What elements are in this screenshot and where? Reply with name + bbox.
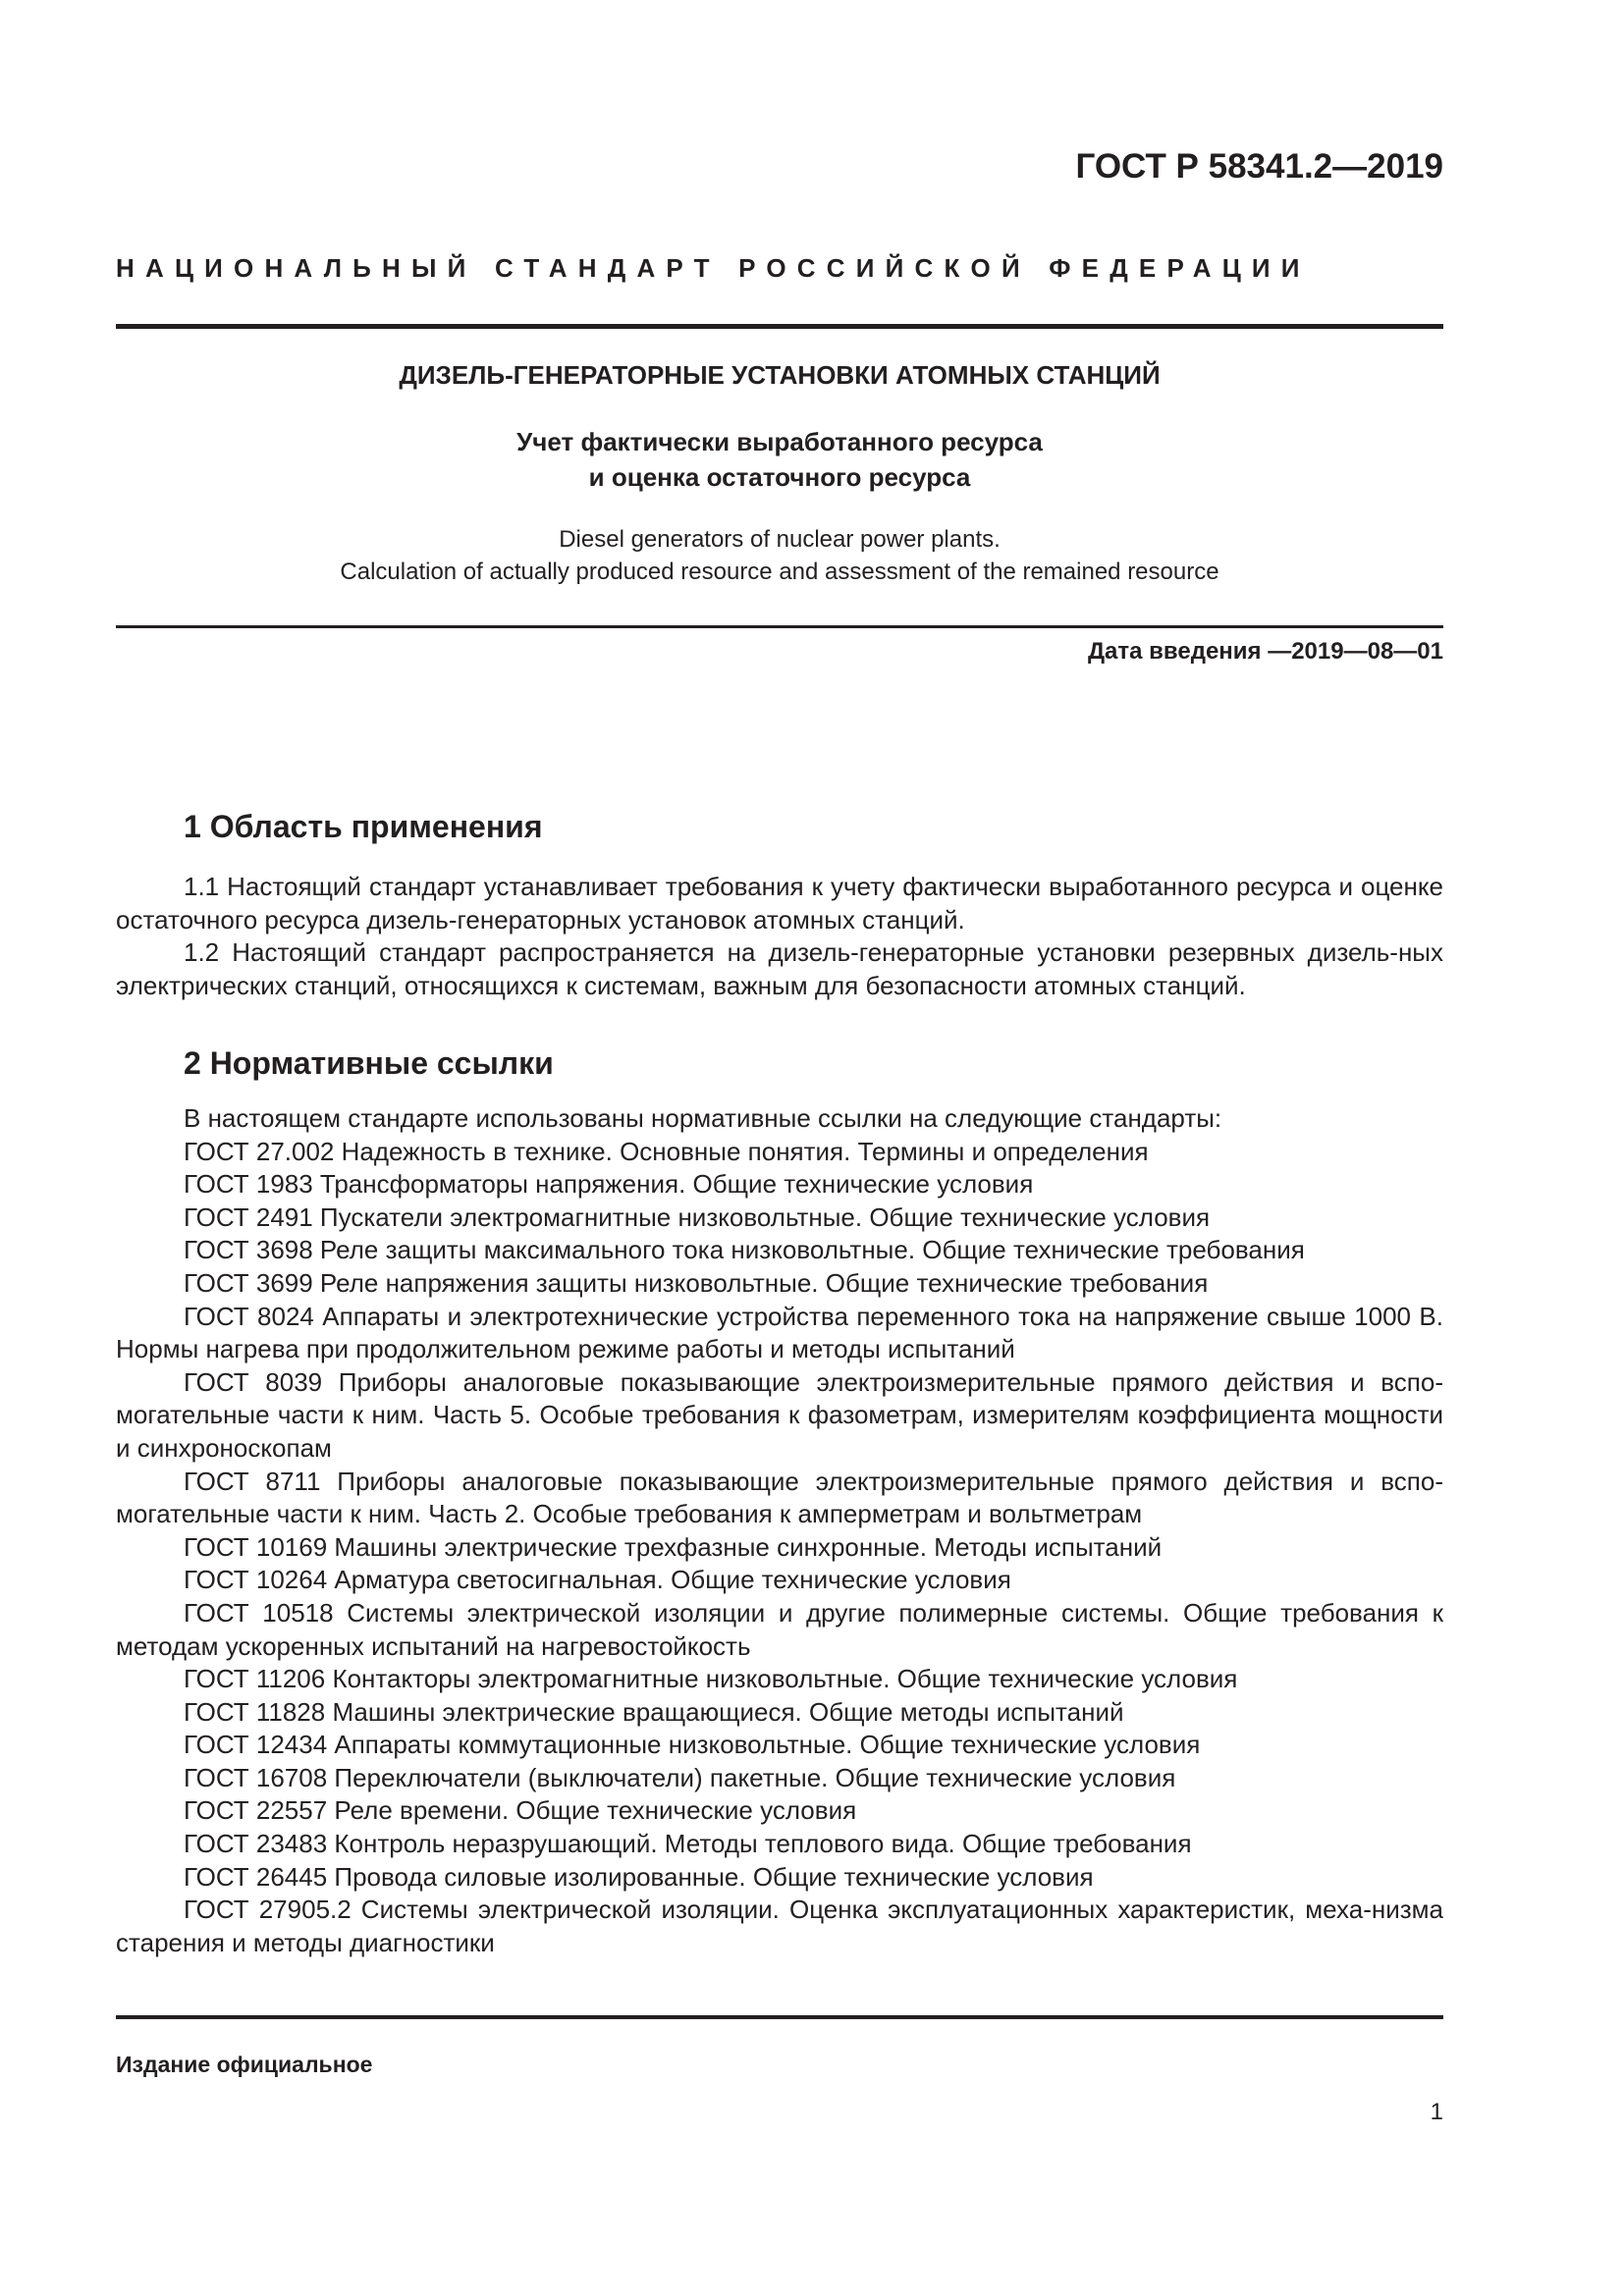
official-edition-label: Издание официальное [116, 2052, 373, 2077]
section-heading-scope: 1 Область применения [184, 809, 543, 844]
reference-item: ГОСТ 2491 Пускатели электромагнитные низковольтные. Общие технические условия [184, 1201, 1211, 1232]
reference-item: ГОСТ 12434 Аппараты коммутационные низковольтные. Общие технические условия [184, 1730, 1201, 1760]
title-rule [116, 625, 1443, 628]
introduction-date: Дата введения —2019—08—01 [1087, 638, 1443, 665]
reference-item: ГОСТ 8024 Аппараты и электротехнические устройства переменного тока на напряжение свыше 1000 В. Нормы нагрева при продолжительном режиме работы и методы испытаний [116, 1301, 1443, 1364]
reference-item: ГОСТ 16708 Переключатели (выключатели) пакетные. Общие технические условия [184, 1762, 1176, 1792]
reference-item: ГОСТ 11828 Машины электрические вращающиеся. Общие методы испытаний [184, 1696, 1124, 1727]
document-number: ГОСТ Р 58341.2—2019 [1075, 147, 1443, 186]
reference-item: ГОСТ 23483 Контроль неразрушающий. Методы теплового вида. Общие требования [184, 1829, 1192, 1859]
paragraph: 1.1 Настоящий стандарт устанавливает требования к учету фактически выработанного ресурса и оценке остаточного ресурса дизель-генераторных установок атомных станций. [116, 872, 1443, 934]
reference-item: ГОСТ 3698 Реле защиты максимального тока низковольтные. Общие технические требования [184, 1235, 1305, 1265]
section-body-references [116, 1102, 1443, 1959]
reference-item: ГОСТ 3699 Реле напряжения защиты низковольтные. Общие технические требования [184, 1267, 1209, 1298]
reference-item: ГОСТ 11206 Контакторы электромагнитные низковольтные. Общие технические условия [184, 1664, 1238, 1694]
document-subtitle [116, 424, 1443, 495]
reference-item: ГОСТ 1983 Трансформаторы напряжения. Общие технические условия [184, 1169, 1034, 1200]
reference-item: ГОСТ 10169 Машины электрические трехфазные синхронные. Методы испытаний [184, 1531, 1163, 1562]
subtitle-line: и оценка остаточного ресурса [588, 462, 971, 492]
reference-item: ГОСТ 27905.2 Системы электрической изоляции. Оценка эксплуатационных характеристик, меха-низма старения и методы диагностики [116, 1895, 1443, 1957]
page-number: 1 [1430, 2099, 1443, 2125]
document-title: ДИЗЕЛЬ-ГЕНЕРАТОРНЫЕ УСТАНОВКИ АТОМНЫХ СТАНЦИЙ [399, 360, 1161, 390]
paragraph: В настоящем стандарте использованы нормативные ссылки на следующие стандарты: [184, 1103, 1222, 1133]
section-heading-references: 2 Нормативные ссылки [184, 1045, 554, 1081]
english-title-line: Diesel generators of nuclear power plants. [559, 526, 1001, 553]
reference-item: ГОСТ 10264 Арматура светосигнальная. Общие технические условия [184, 1565, 1011, 1595]
national-standard-banner: НАЦИОНАЛЬНЫЙ СТАНДАРТ РОССИЙСКОЙ ФЕДЕРАЦИИ [116, 253, 1311, 283]
reference-item: ГОСТ 8711 Приборы аналоговые показывающие электроизмерительные прямого действия и вспо-могательные части к ним. Часть 2. Особые требования к амперметрам и вольтметрам [116, 1466, 1443, 1529]
english-title [116, 523, 1443, 588]
reference-item: ГОСТ 8039 Приборы аналоговые показывающие электроизмерительные прямого действия и вспо-могательные части к ним. Часть 5. Особые требования к фазометрам, измерителям коэффициента мощности и синхроноскопам [116, 1366, 1443, 1463]
footer-rule [116, 2015, 1443, 2019]
paragraph: 1.2 Настоящий стандарт распространяется на дизель-генераторные установки резервных дизель-ных электрических станций, относящихся к системам, важным для безопасности атомных станций. [116, 937, 1443, 1000]
subtitle-line: Учет фактически выработанного ресурса [516, 427, 1043, 456]
section-body-scope [116, 871, 1443, 1002]
reference-item: ГОСТ 26445 Провода силовые изолированные. Общие технические условия [184, 1861, 1094, 1892]
reference-item: ГОСТ 22557 Реле времени. Общие технические условия [184, 1795, 857, 1826]
reference-item: ГОСТ 10518 Системы электрической изоляции и другие полимерные системы. Общие требования к методам ускоренных испытаний на нагревостойкость [116, 1597, 1443, 1661]
reference-item: ГОСТ 27.002 Надежность в технике. Основные понятия. Термины и определения [184, 1136, 1149, 1166]
header-rule [116, 324, 1443, 329]
english-title-line: Calculation of actually produced resource and assessment of the remained resource [340, 559, 1219, 585]
